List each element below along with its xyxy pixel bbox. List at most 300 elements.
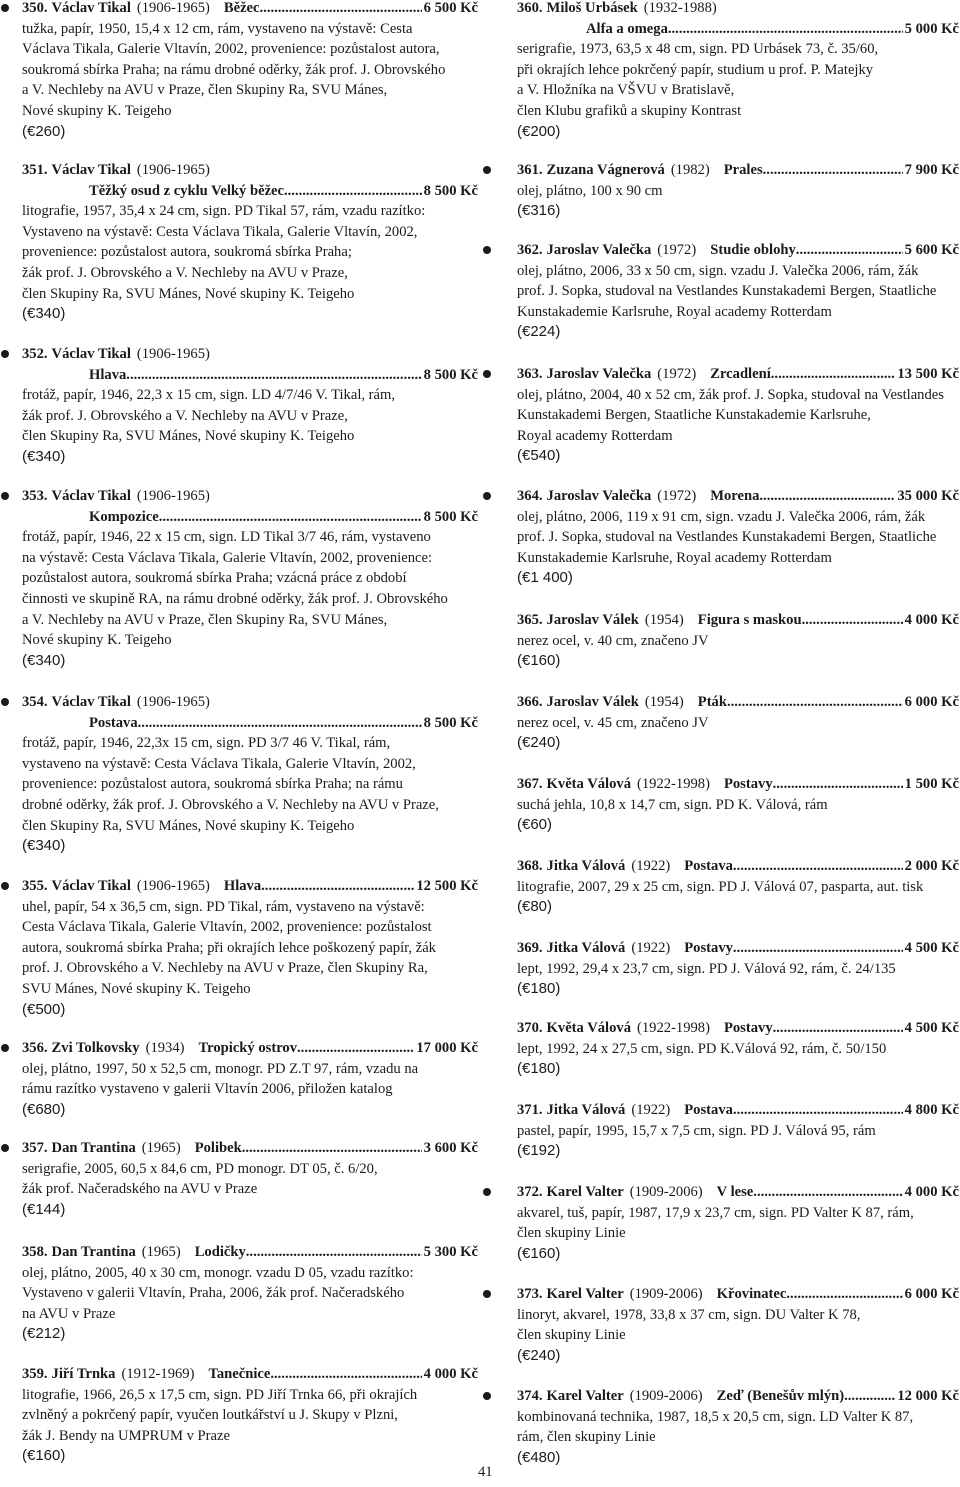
euro-estimate: (€340) bbox=[22, 651, 66, 669]
leader-dots bbox=[773, 1018, 903, 1039]
bullet-dot bbox=[1, 882, 9, 890]
artist-name: Jitka Válová bbox=[546, 858, 626, 874]
entry-heading bbox=[0, 0, 478, 19]
artist-dates: (1922-1998) bbox=[637, 776, 710, 792]
artist-dates: (1972) bbox=[657, 366, 697, 382]
leader-dots bbox=[759, 486, 895, 507]
lot-number: 373. bbox=[517, 1286, 543, 1302]
artist-dates: (1906-1965) bbox=[136, 878, 210, 894]
price: 13 500 Kč bbox=[897, 366, 959, 382]
artist-dates: (1954) bbox=[644, 612, 684, 628]
bullet-dot bbox=[483, 492, 491, 500]
price: 35 000 Kč bbox=[897, 488, 959, 504]
description-line: lept, 1992, 24 x 27,5 cm, sign. PD K.Válová 92, rám, č. 50/150 bbox=[517, 1040, 887, 1057]
euro-estimate: (€480) bbox=[517, 1448, 561, 1466]
lot-number: 369. bbox=[517, 940, 543, 956]
leader-dots bbox=[763, 160, 903, 181]
leader-dots bbox=[802, 610, 903, 631]
title-line bbox=[0, 365, 478, 386]
leader-dots bbox=[733, 856, 903, 877]
description-line: Václava Tikala, Galerie Vltavín, 2002, provenience: pozůstalost autora, bbox=[22, 41, 440, 58]
price: 4 500 Kč bbox=[904, 1020, 959, 1036]
artwork-title: Studie oblohy bbox=[710, 242, 796, 258]
catalog-entry bbox=[497, 160, 959, 222]
entry-heading bbox=[497, 0, 959, 19]
lot-number: 362. bbox=[517, 242, 543, 258]
description-line: olej, plátno, 2004, 40 x 52 cm, žák prof. J. Sopka, studoval na Vestlandes bbox=[517, 386, 944, 403]
entry-heading bbox=[497, 1386, 959, 1407]
catalog-entry bbox=[0, 876, 478, 1020]
entry-heading bbox=[0, 1138, 478, 1159]
bullet-dot bbox=[1, 1144, 9, 1152]
entry-heading bbox=[497, 856, 959, 877]
description-line: na AVU v Praze bbox=[22, 1305, 116, 1322]
description-line: prof. J. Sopka, studoval na Vestlandes Kunstakademi Bergen, Staatliche bbox=[517, 283, 937, 300]
lot-number: 355. bbox=[22, 878, 48, 894]
entry-heading bbox=[497, 692, 959, 713]
leader-dots bbox=[284, 181, 422, 202]
title-line bbox=[0, 507, 478, 528]
description-line: člen skupiny Linie bbox=[517, 1327, 626, 1344]
entry-heading bbox=[0, 486, 478, 507]
artwork-title: Zeď (Benešův mlýn) bbox=[716, 1388, 845, 1404]
description-line: olej, plátno, 2006, 33 x 50 cm, sign. vzadu J. Valečka 2006, rám, žák bbox=[517, 262, 919, 279]
leader-dots bbox=[733, 938, 903, 959]
entry-heading bbox=[497, 486, 959, 507]
bullet-dot bbox=[1, 1044, 9, 1052]
description-line: žák prof. J. Obrovského a V. Nechleby na AVU v Praze, bbox=[22, 264, 348, 281]
catalog-entry bbox=[497, 856, 959, 918]
catalog-entry bbox=[0, 160, 478, 325]
description-line: žák prof. J. Obrovského a V. Nechleby na AVU v Praze, bbox=[22, 407, 348, 424]
artist-dates: (1965) bbox=[141, 1244, 181, 1260]
description-line: Nové skupiny K. Teigeho bbox=[22, 632, 172, 649]
leader-dots bbox=[246, 1242, 422, 1263]
euro-estimate: (€500) bbox=[22, 1000, 66, 1018]
artwork-title: V lese bbox=[716, 1184, 754, 1200]
description-line: olej, plátno, 100 x 90 cm bbox=[517, 182, 663, 199]
description-line: Kunstakademi Bergen, Staatliche Kunstakademie Karlsruhe, bbox=[517, 407, 871, 424]
bullet-dot bbox=[1, 350, 9, 358]
artwork-title: Postava bbox=[684, 858, 733, 874]
leader-dots bbox=[159, 507, 422, 528]
price: 6 000 Kč bbox=[904, 1286, 959, 1302]
artist-name: Jaroslav Válek bbox=[546, 694, 639, 710]
description-line: serigrafie, 2005, 60,5 x 84,6 cm, PD monogr. DT 05, č. 6/20, bbox=[22, 1160, 378, 1177]
catalog-entry bbox=[0, 486, 478, 671]
description-line: olej, plátno, 2005, 40 x 30 cm, monogr. vzadu D 05, vzadu razítko: bbox=[22, 1264, 414, 1281]
description-line: frotáž, papír, 1946, 22,3x 15 cm, sign. PD 3/7 46 V. Tikal, rám, bbox=[22, 735, 391, 752]
lot-number: 364. bbox=[517, 488, 543, 504]
description-line: člen Skupiny Ra, SVU Mánes, Nové skupiny K. Teigeho bbox=[22, 428, 355, 445]
artist-name: Jaroslav Valečka bbox=[546, 242, 652, 258]
artwork-title: Figura s maskou bbox=[697, 612, 802, 628]
lot-number: 356. bbox=[22, 1040, 48, 1056]
lot-number: 370. bbox=[517, 1020, 543, 1036]
lot-number: 353. bbox=[22, 488, 48, 504]
catalog-entry bbox=[0, 1242, 478, 1345]
bullet-dot bbox=[1, 4, 9, 12]
price: 5 600 Kč bbox=[904, 242, 959, 258]
artist-dates: (1909-2006) bbox=[629, 1184, 703, 1200]
artwork-title: Zrcadlení bbox=[710, 366, 771, 382]
description-line: žák prof. Načeradského na AVU v Praze bbox=[22, 1181, 258, 1198]
description-line: Cesta Václava Tikala, Galerie Vltavín, 2002, provenience: pozůstalost bbox=[22, 919, 432, 936]
description-line: činnosti ve skupině RA, na rámu drobné oděrky, žák prof. J. Obrovského bbox=[22, 590, 448, 607]
leader-dots bbox=[260, 0, 422, 19]
price: 4 000 Kč bbox=[423, 1366, 478, 1382]
catalog-entry bbox=[497, 938, 959, 1000]
price: 6 500 Kč bbox=[423, 0, 478, 16]
artist-name: Jaroslav Valečka bbox=[546, 366, 652, 382]
price: 4 000 Kč bbox=[904, 612, 959, 628]
artwork-title: Alfa a omega bbox=[586, 20, 668, 37]
price: 8 500 Kč bbox=[423, 714, 478, 731]
description-line: vystaveno na výstavě: Cesta Václava Tikala, Galerie Vltavín, 2002, bbox=[22, 755, 416, 772]
leader-dots bbox=[261, 876, 414, 897]
artist-name: Dan Trantina bbox=[51, 1140, 136, 1156]
euro-estimate: (€540) bbox=[517, 447, 561, 465]
artist-name: Dan Trantina bbox=[51, 1244, 136, 1260]
description-line: pozůstalost autora, soukromá sbírka Praha; vzácná práce z období bbox=[22, 570, 407, 587]
leader-dots bbox=[771, 364, 896, 385]
description-line: Vystaveno na výstavě: Cesta Václava Tikala, Galerie Vltavín, 2002, bbox=[22, 223, 418, 240]
price: 1 500 Kč bbox=[904, 776, 959, 792]
lot-number: 361. bbox=[517, 162, 543, 178]
description-line: Royal academy Rotterdam bbox=[517, 427, 673, 444]
euro-estimate: (€316) bbox=[517, 202, 561, 220]
catalog-entry bbox=[497, 1386, 959, 1468]
leader-dots bbox=[297, 1038, 414, 1059]
description-line: frotáž, papír, 1946, 22,3 x 15 cm, sign. LD 4/7/46 V. Tikal, rám, bbox=[22, 387, 396, 404]
description-line: Vystaveno v galerii Vltavín, Praha, 2006, žák prof. Načeradského bbox=[22, 1285, 405, 1302]
lot-number: 371. bbox=[517, 1102, 543, 1118]
description-line: člen Skupiny Ra, SVU Mánes, Nové skupiny K. Teigeho bbox=[22, 285, 355, 302]
lot-number: 363. bbox=[517, 366, 543, 382]
entry-heading bbox=[497, 240, 959, 261]
description-line: linoryt, akvarel, 1978, 33,8 x 37 cm, sign. DU Valter K 78, bbox=[517, 1306, 861, 1323]
euro-estimate: (€1 400) bbox=[517, 569, 573, 587]
bullet-dot bbox=[483, 166, 491, 174]
artist-dates: (1922-1998) bbox=[637, 1020, 710, 1036]
artwork-title: Běžec bbox=[223, 0, 260, 16]
lot-number: 357. bbox=[22, 1140, 48, 1156]
catalog-entry bbox=[0, 0, 478, 142]
description-line: Kunstakademie Karlsruhe, Royal academy Rotterdam bbox=[517, 549, 832, 566]
artist-name: Karel Valter bbox=[546, 1286, 624, 1302]
catalog-entry bbox=[0, 1138, 478, 1220]
description-line: Nové skupiny K. Teigeho bbox=[22, 102, 172, 119]
artist-name: Jitka Válová bbox=[546, 940, 626, 956]
artwork-title: Morena bbox=[710, 488, 760, 504]
artist-dates: (1934) bbox=[145, 1040, 185, 1056]
leader-dots bbox=[786, 1284, 902, 1305]
title-line bbox=[0, 181, 478, 202]
artist-dates: (1909-2006) bbox=[629, 1286, 703, 1302]
euro-estimate: (€180) bbox=[517, 980, 561, 998]
lot-number: 366. bbox=[517, 694, 543, 710]
description-line: soukromá sbírka Praha; na rámu drobné oděrky, žák prof. J. Obrovského bbox=[22, 61, 446, 78]
entry-heading bbox=[0, 1038, 478, 1059]
artwork-title: Pták bbox=[697, 694, 727, 710]
description-line: frotáž, papír, 1946, 22 x 15 cm, sign. LD Tikal 3/7 46, rám, vystaveno bbox=[22, 529, 431, 546]
euro-estimate: (€160) bbox=[22, 1447, 66, 1465]
artist-name: Miloš Urbásek bbox=[546, 0, 638, 16]
lot-number: 360. bbox=[517, 0, 543, 16]
artist-name: Václav Tikal bbox=[51, 346, 131, 362]
description-line: akvarel, tuš, papír, 1987, 17,9 x 23,7 cm, sign. PD Valter K 87, rám, bbox=[517, 1204, 914, 1221]
artist-dates: (1965) bbox=[141, 1140, 181, 1156]
euro-estimate: (€160) bbox=[517, 1244, 561, 1262]
artist-dates: (1972) bbox=[657, 488, 697, 504]
euro-estimate: (€260) bbox=[22, 122, 66, 140]
artwork-title: Postavy bbox=[723, 776, 773, 792]
description-line: kombinovaná technika, 1987, 18,5 x 20,5 cm, sign. LD Valter K 87, bbox=[517, 1408, 914, 1425]
artist-name: Karel Valter bbox=[546, 1184, 624, 1200]
entry-heading bbox=[497, 1018, 959, 1039]
page-number: 41 bbox=[478, 1464, 493, 1480]
leader-dots bbox=[733, 1100, 903, 1121]
artwork-title: Kompozice bbox=[89, 508, 159, 525]
artist-dates: (1954) bbox=[644, 694, 684, 710]
entry-heading bbox=[497, 774, 959, 795]
artwork-title: Těžký osud z cyklu Velký běžec bbox=[89, 182, 284, 199]
euro-estimate: (€212) bbox=[22, 1325, 66, 1343]
description-line: olej, plátno, 1997, 50 x 52,5 cm, monogr. PD Z.T 97, rám, vzadu na bbox=[22, 1060, 419, 1077]
leader-dots bbox=[270, 1364, 421, 1385]
description-line: litografie, 1957, 35,4 x 24 cm, sign. PD Tikal 57, rám, vzadu razítko: bbox=[22, 203, 426, 220]
lot-number: 365. bbox=[517, 612, 543, 628]
artist-dates: (1906-1965) bbox=[136, 694, 210, 710]
artist-name: Květa Válová bbox=[546, 1020, 631, 1036]
leader-dots bbox=[242, 1138, 422, 1159]
entry-heading bbox=[0, 692, 478, 713]
entry-heading bbox=[497, 938, 959, 959]
artwork-title: Tropický ostrov bbox=[198, 1040, 298, 1056]
title-line bbox=[497, 19, 959, 40]
price: 12 500 Kč bbox=[416, 878, 478, 894]
catalog-entry bbox=[0, 692, 478, 857]
entry-heading bbox=[497, 160, 959, 181]
euro-estimate: (€340) bbox=[22, 837, 66, 855]
artist-dates: (1906-1965) bbox=[136, 0, 210, 16]
artwork-title: Hlava bbox=[223, 878, 262, 894]
description-line: prof. J. Sopka, studoval na Vestlandes Kunstakademi Bergen, Staatliche bbox=[517, 529, 937, 546]
price: 5 000 Kč bbox=[904, 20, 959, 37]
entry-heading bbox=[0, 1242, 478, 1263]
description-line: při okrajích lehce pokrčený papír, studium u prof. P. Matejky bbox=[517, 61, 874, 78]
euro-estimate: (€340) bbox=[22, 447, 66, 465]
description-line: tužka, papír, 1950, 15,4 x 12 cm, rám, vystaveno na výstavě: Cesta bbox=[22, 20, 413, 37]
price: 7 900 Kč bbox=[904, 162, 959, 178]
artist-name: Jiří Trnka bbox=[51, 1366, 116, 1382]
euro-estimate: (€180) bbox=[517, 1060, 561, 1078]
description-line: litografie, 2007, 29 x 25 cm, sign. PD J. Válová 07, pasparta, aut. tisk bbox=[517, 878, 924, 895]
entry-heading bbox=[0, 344, 478, 365]
artist-name: Karel Valter bbox=[546, 1388, 624, 1404]
catalog-entry bbox=[0, 1364, 478, 1467]
artist-name: Květa Válová bbox=[546, 776, 631, 792]
lot-number: 352. bbox=[22, 346, 48, 362]
artist-dates: (1982) bbox=[670, 162, 710, 178]
catalog-entry bbox=[497, 1182, 959, 1264]
euro-estimate: (€200) bbox=[517, 122, 561, 140]
catalog-entry bbox=[497, 774, 959, 836]
description-line: rám, člen skupiny Linie bbox=[517, 1429, 656, 1446]
lot-number: 354. bbox=[22, 694, 48, 710]
description-line: suchá jehla, 10,8 x 14,7 cm, sign. PD K. Válová, rám bbox=[517, 796, 828, 813]
artwork-title: Postavy bbox=[684, 940, 733, 956]
artist-name: Zuzana Vágnerová bbox=[546, 162, 665, 178]
price: 5 300 Kč bbox=[423, 1244, 478, 1260]
artwork-title: Postavy bbox=[723, 1020, 773, 1036]
artist-dates: (1906-1965) bbox=[136, 162, 210, 178]
bullet-dot bbox=[1, 492, 9, 500]
entry-heading bbox=[0, 876, 478, 897]
artist-name: Jaroslav Valečka bbox=[546, 488, 652, 504]
catalog-entry bbox=[497, 0, 959, 142]
leader-dots bbox=[773, 774, 903, 795]
catalog-entry bbox=[497, 486, 959, 589]
entry-heading bbox=[0, 160, 478, 181]
catalog-entry bbox=[0, 344, 478, 468]
euro-estimate: (€192) bbox=[517, 1142, 561, 1160]
description-line: SVU Mánes, Nové skupiny K. Teigeho bbox=[22, 980, 251, 997]
leader-dots bbox=[138, 713, 422, 734]
lot-number: 374. bbox=[517, 1388, 543, 1404]
artist-dates: (1906-1965) bbox=[136, 488, 210, 504]
price: 8 500 Kč bbox=[423, 182, 478, 199]
catalog-entry bbox=[497, 1018, 959, 1080]
price: 4 500 Kč bbox=[904, 940, 959, 956]
euro-estimate: (€680) bbox=[22, 1100, 66, 1118]
catalog-entry bbox=[497, 692, 959, 754]
artwork-title: Lodičky bbox=[194, 1244, 246, 1260]
artwork-title: Postava bbox=[89, 714, 138, 731]
entry-heading bbox=[0, 1364, 478, 1385]
bullet-dot bbox=[483, 1290, 491, 1298]
artist-dates: (1906-1965) bbox=[136, 346, 210, 362]
lot-number: 350. bbox=[22, 0, 48, 16]
bullet-dot bbox=[483, 370, 491, 378]
description-line: prof. J. Obrovského a V. Nechleby na AVU v Praze, člen Skupiny Ra, bbox=[22, 960, 428, 977]
artist-name: Václav Tikal bbox=[51, 488, 131, 504]
euro-estimate: (€240) bbox=[517, 734, 561, 752]
leader-dots bbox=[753, 1182, 902, 1203]
description-line: serigrafie, 1973, 63,5 x 48 cm, sign. PD Urbásek 73, č. 35/60, bbox=[517, 41, 879, 58]
price: 8 500 Kč bbox=[423, 366, 478, 383]
price: 2 000 Kč bbox=[904, 858, 959, 874]
entry-heading bbox=[497, 364, 959, 385]
entry-heading bbox=[497, 610, 959, 631]
artist-dates: (1972) bbox=[657, 242, 697, 258]
description-line: a V. Hložníka na VŠVU v Bratislavě, bbox=[517, 82, 735, 99]
price: 4 000 Kč bbox=[904, 1184, 959, 1200]
price: 12 000 Kč bbox=[897, 1388, 959, 1404]
euro-estimate: (€224) bbox=[517, 323, 561, 341]
artist-name: Václav Tikal bbox=[51, 694, 131, 710]
artwork-title: Polibek bbox=[194, 1140, 242, 1156]
artist-dates: (1922) bbox=[631, 858, 671, 874]
leader-dots bbox=[796, 240, 903, 261]
description-line: nerez ocel, v. 40 cm, značeno JV bbox=[517, 632, 709, 649]
leader-dots bbox=[844, 1386, 895, 1407]
leader-dots bbox=[668, 19, 903, 40]
price: 8 500 Kč bbox=[423, 508, 478, 525]
entry-heading bbox=[497, 1100, 959, 1121]
description-line: a V. Nechleby na AVU v Praze, člen Skupiny Ra, SVU Mánes, bbox=[22, 611, 388, 628]
euro-estimate: (€340) bbox=[22, 305, 66, 323]
description-line: drobné oděrky, žák prof. J. Obrovského a V. Nechleby na AVU v Praze, bbox=[22, 796, 439, 813]
lot-number: 358. bbox=[22, 1244, 48, 1260]
artist-dates: (1932-1988) bbox=[643, 0, 717, 16]
euro-estimate: (€160) bbox=[517, 652, 561, 670]
artist-dates: (1922) bbox=[631, 1102, 671, 1118]
bullet-dot bbox=[483, 246, 491, 254]
description-line: a V. Nechleby na AVU v Praze, člen Skupiny Ra, SVU Mánes, bbox=[22, 82, 388, 99]
artist-name: Václav Tikal bbox=[51, 0, 131, 16]
artwork-title: Tanečnice bbox=[208, 1366, 271, 1382]
artist-name: Jitka Válová bbox=[546, 1102, 626, 1118]
catalog-entry bbox=[497, 1100, 959, 1162]
artist-name: Jaroslav Válek bbox=[546, 612, 639, 628]
description-line: žák J. Bendy na UMPRUM v Praze bbox=[22, 1427, 230, 1444]
euro-estimate: (€60) bbox=[517, 816, 553, 834]
description-line: člen Klubu grafiků a skupiny Kontrast bbox=[517, 102, 742, 119]
artist-dates: (1909-2006) bbox=[629, 1388, 703, 1404]
catalog-entry bbox=[497, 610, 959, 672]
artist-name: Zvi Tolkovsky bbox=[51, 1040, 140, 1056]
bullet-dot bbox=[483, 1392, 491, 1400]
description-line: litografie, 1966, 26,5 x 17,5 cm, sign. PD Jiří Trnka 66, při okrajích bbox=[22, 1386, 418, 1403]
description-line: rámu razítko vystaveno v galerii Vltavín 2006, přiložen katalog bbox=[22, 1081, 393, 1098]
euro-estimate: (€240) bbox=[517, 1346, 561, 1364]
lot-number: 351. bbox=[22, 162, 48, 178]
artist-dates: (1912-1969) bbox=[121, 1366, 195, 1382]
description-line: autora, soukromá sbírka Praha; při okrajích lehce poškozený papír, žák bbox=[22, 939, 436, 956]
description-line: Kunstakademie Karlsruhe, Royal academy Rotterdam bbox=[517, 303, 832, 320]
description-line: uhel, papír, 54 x 36,5 cm, sign. PD Tikal, rám, vystaveno na výstavě: bbox=[22, 898, 425, 915]
artwork-title: Křovinatec bbox=[716, 1286, 787, 1302]
catalog-entry bbox=[497, 240, 959, 343]
euro-estimate: (€80) bbox=[517, 898, 553, 916]
artwork-title: Postava bbox=[684, 1102, 733, 1118]
price: 3 600 Kč bbox=[423, 1140, 478, 1156]
lot-number: 359. bbox=[22, 1366, 48, 1382]
leader-dots bbox=[727, 692, 903, 713]
bullet-dot bbox=[483, 1188, 491, 1196]
catalog-entry bbox=[497, 1284, 959, 1366]
lot-number: 367. bbox=[517, 776, 543, 792]
description-line: člen Skupiny Ra, SVU Mánes, Nové skupiny K. Teigeho bbox=[22, 817, 355, 834]
leader-dots bbox=[126, 365, 421, 386]
description-line: provenience: pozůstalost autora, soukromá sbírka Praha; na rámu bbox=[22, 776, 403, 793]
lot-number: 372. bbox=[517, 1184, 543, 1200]
price: 6 000 Kč bbox=[904, 694, 959, 710]
bullet-dot bbox=[1, 698, 9, 706]
catalog-entry bbox=[0, 1038, 478, 1120]
description-line: pastel, papír, 1995, 15,7 x 7,5 cm, sign. PD J. Válová 95, rám bbox=[517, 1122, 876, 1139]
artwork-title: Hlava bbox=[89, 366, 127, 383]
price: 17 000 Kč bbox=[416, 1040, 478, 1056]
description-line: zvlněný a pokrčený papír, vyučen loutkářství u J. Skupy v Plzni, bbox=[22, 1407, 398, 1424]
description-line: člen skupiny Linie bbox=[517, 1225, 626, 1242]
euro-estimate: (€144) bbox=[22, 1200, 66, 1218]
catalog-entry bbox=[497, 364, 959, 467]
description-line: provenience: pozůstalost autora, soukromá sbírka Praha; bbox=[22, 244, 352, 261]
price: 4 800 Kč bbox=[904, 1102, 959, 1118]
artwork-title: Prales bbox=[723, 162, 763, 178]
